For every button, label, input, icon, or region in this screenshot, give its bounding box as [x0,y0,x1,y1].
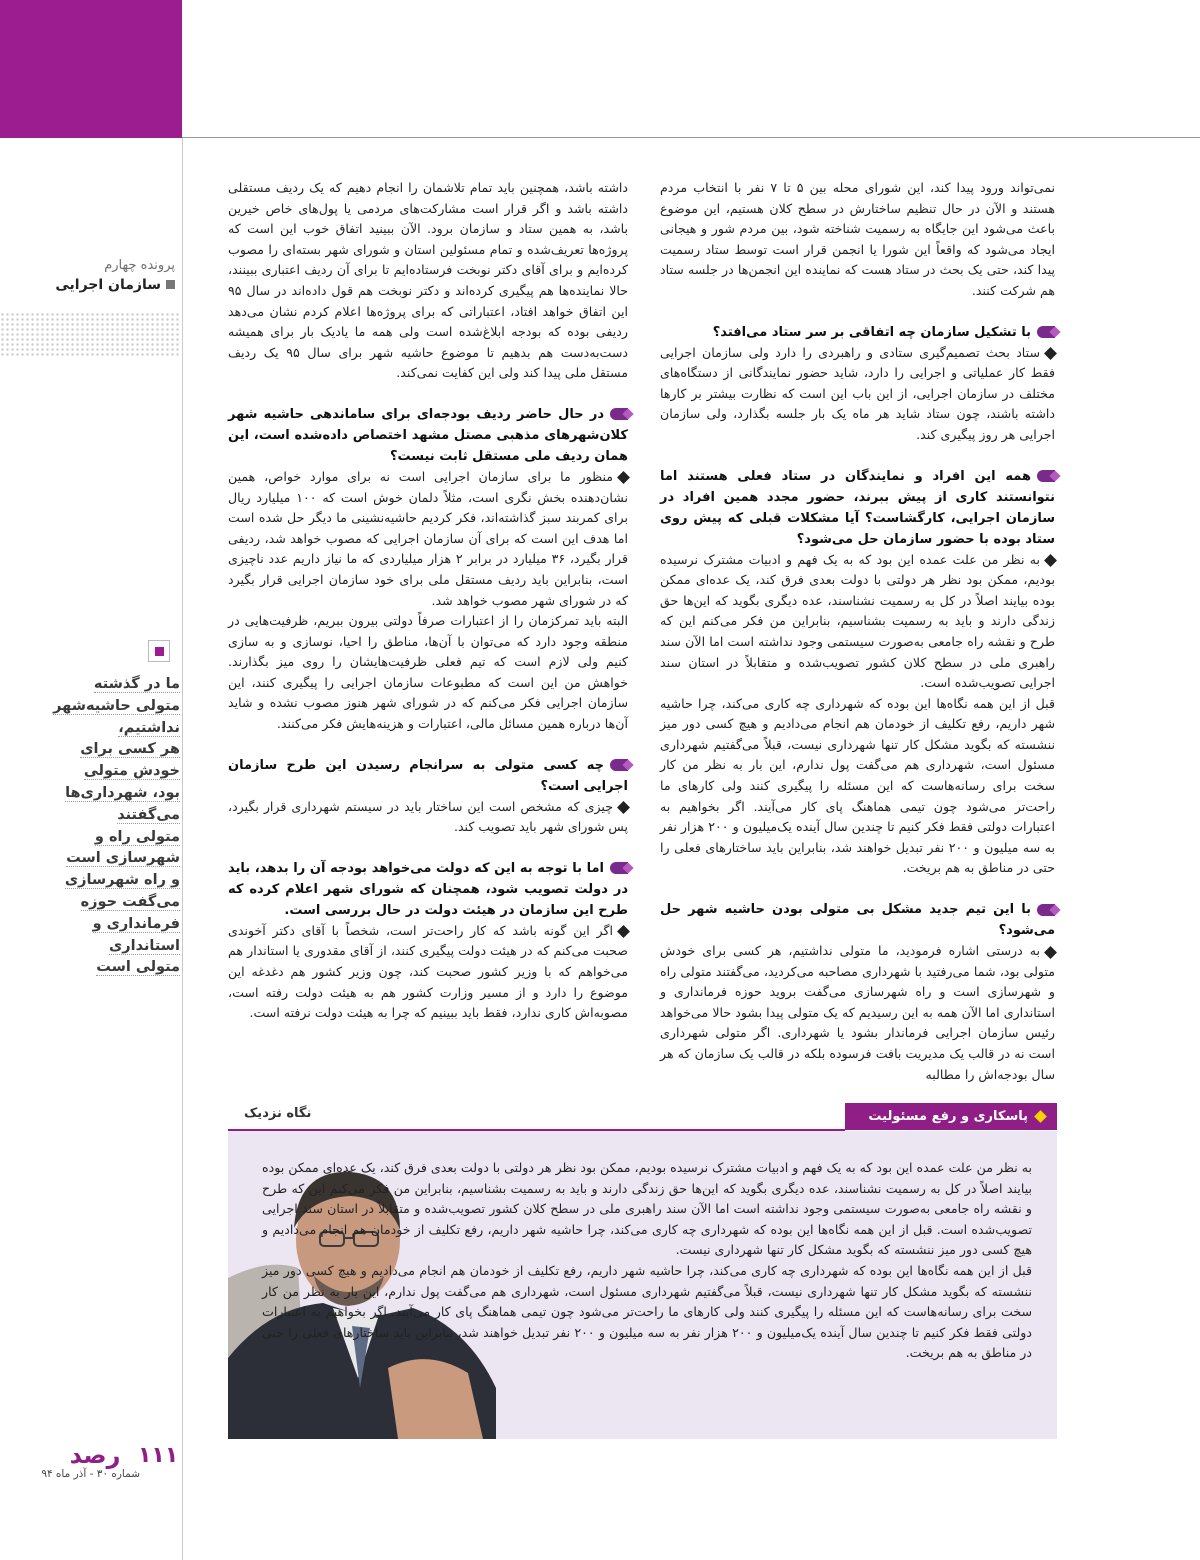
section-label [10,258,175,293]
pull-quote-line: می‌گفتند [117,806,180,823]
box-tag: نگاه نزدیک [244,1106,312,1121]
page-number: ۱۱۱ [138,1443,179,1468]
header-rule [182,137,1200,138]
answer-marker-icon [618,926,628,936]
answer-paragraph: به نظر من علت عمده این بود که به یک فهم و ادبیات مشترک نرسیده بودیم، ممکن بود نظر هر دولتی با دولت بعدی فرق کند، یک عده‌ای ممکن بوده بیایند اصلاً در کل به رسمیت نشناسند، عده دیگری بگوید که این‌ها حق زندگی دارند و باید به رسمیت بشناسیم، بنابراین من فکر می‌کنم این که طرح و نقشه راه جامعی به‌صورت سیستمی وجود نداشته است اما الآن سند راهبری ملی در سطح کلان کشور تصویب‌شده و متقابلاً در استان سند اجرایی تصویب‌شده است. [660,551,1055,691]
pull-quote-line: فرمانداری و [92,915,180,932]
answer-paragraph: ستاد بحث تصمیم‌گیری ستادی و راهبردی را دارد ولی سازمان اجرایی فقط کار عملیاتی و اجرایی را دارد، شاید حضور نمایندگانی از دستگاه‌های مختلف در سازمان اجرایی، از این باب این است که نظارت بیشتر بر کارها داشته باشند، چون ستاد شاید هر ماه یک بار جلسه بگذارد، ولی سازمان اجرایی هر روز پیگیری کند. [660,344,1055,442]
box-text [262,1158,1032,1364]
pull-quote [40,674,180,979]
question-marker-icon [1037,470,1055,482]
answer-marker-icon [618,802,628,812]
paragraph: داشته باشد، همچنین باید تمام تلاشمان را انجام دهیم که یک ردیف مستقلی داشته باشد و اگر قرار است مشارکت‌های مردمی یا پول‌های خاص خیرین باشد، به همین ستاد و سازمان برود. الآن ببینید اتفاق خوب این است که پروژه‌ها تعریف‌شده و تمام مسئولین استان و شورای شهر بسته‌ای را مصوب کرده‌ایم و برای آقای دکتر نوبخت فرستاده‌ایم تا برای آن ردیف اعتباری ببینند، حالا نماینده‌ها هم پیگیری کرده‌اند و دکتر نوبخت هم قول داده‌اند در سال ۹۵ این اتفاق خواهد افتاد، اعتباراتی که برای پروژه‌ها اعلام کردم نشان می‌دهد ردیفی بوده که بودجه ابلاغ‌شده است ولی همه ما یادیک بار برای همیشه دست‌به‌دست هم بدهیم تا موضوع حاشیه شهر برای سال ۹۵ یک ردیف مستقل ملی پیدا کند ولی این کفایت نمی‌کند. [228,180,629,381]
pull-quote-marker-icon [148,640,170,662]
pull-quote-line: می‌گفت حوزه [80,893,180,910]
box-paragraph: به نظر من علت عمده این بود که به یک فهم و ادبیات مشترک نرسیده بودیم، ممکن بود نظر هر دولتی با دولت بعدی فرق کند، یک عده‌ای ممکن بوده بیایند اصلاً در کل به رسمیت نشناسند، عده دیگری بگوید که این‌ها حق زندگی دارند و باید به رسمیت بشناسیم، بنابراین من فکر می‌کنم این که طرح و نقشه راه جامعی به‌صورت سیستمی وجود نداشته است اما الآن سند راهبری ملی در سطح کلان کشور تصویب‌شده و متقابلاً در استان سند اجرایی تصویب‌شده است. قبل از این همه نگاه‌ها این بوده که شهرداری چه کاری می‌کند، چرا حاشیه شهر داریم، رفع تکلیف از خودمان هم انجام می‌دادیم و هیچ کسی دور میز ننشسته که بگوید مشکل کار تنها شهرداری نیست. [261,1160,1032,1258]
issue-label: شماره ۳۰ - آذر ماه ۹۴ [41,1468,140,1480]
magazine-logo: رصد [69,1441,121,1469]
paragraph: البته باید تمرکزمان را از اعتبارات صرفاً دولتی بیرون ببریم، ظرفیت‌هایی در منطقه وجود دارد که می‌توان با آن‌ها، مناطق را احیا، نوسازی و به سازی کنیم ولی لازم است که تیم فعلی ظرفیت‌هایشان را روی میز بگذارند. خواهش من این است که مطبوعات سازمان اجرایی را پیگیری کنند، این سازمان اجرایی فکر می‌کنم که در شورای شهر هنوز مصوب نشده و شاید آن‌ها درباره همین مسائل مالی، اعتبارات و هزینه‌هایش فکر می‌کنند. [228,613,628,732]
question-marker-icon [1037,326,1055,338]
answer-marker-icon [1045,348,1055,358]
folder-label: پرونده چهارم [104,258,175,273]
pull-quote-line: متولی حاشیه‌شهر [53,697,180,714]
article-column-left [228,178,628,1024]
answer-marker-icon [1045,555,1055,565]
square-bullet-icon [166,280,175,289]
paragraph: قبل از این همه نگاه‌ها این بوده که شهرداری چه کاری می‌کند، چرا حاشیه شهر داریم، رفع تکلیف از خودمان هم انجام می‌دادیم و هیچ کسی دور میز ننشسته که بگوید مشکل کار تنها شهرداری نیست، قبلاً می‌گفتیم شهرداری مسئول است، شهرداری هم می‌گفت پول ندارم، این بار به نظر من کار سخت برای رسانه‌هاست که این مسئله را پیگیری کنند ولی کارهای ما راحت‌تر می‌شود چون تیمی هماهنگ پای کار می‌آیند. اگر بخواهیم به اعتبارات دولتی فقط فکر کنیم تا چندین سال آینده یک‌میلیون و ۲۰۰ هزار نفر به سه میلیون و ۲۰۰ نفر تبدیل خواهند شد، بنابراین باید ساختارهای فعلی را حتی در مناطق به هم بریخت. [660,695,1055,876]
question-heading: در حال حاضر ردیف بودجه‌ای برای ساماندهی حاشیه شهر کلان‌شهرهای مذهبی مصتل مشهد اختصاص داده‌شده است، این همان ردیف ملی مستقل ثابت نیست؟ [228,406,628,464]
pull-quote-line: استانداری [108,937,180,954]
answer-marker-icon [618,472,628,482]
pull-quote-line: متولی است [96,959,180,976]
answer-paragraph: به درستی اشاره فرمودید، ما متولی نداشتیم، هر کسی برای خودش متولی بود، شما می‌رفتید با شهرداری مصاحبه می‌کردید، می‌گفتند متولی راه و شهرسازی است و راه شهرسازی می‌گفت بروید حوزه فرمانداری و استانداری اما الآن همه به این رسیدیم که یک متولی پیدا بشود حالا می‌خواهد رئیس سازمان اجرایی فرماندار بشود یا شهرداری. اگر متولی شهرداری است نه در قالب یک مدیریت بافت فرسوده بلکه در قالب یک سازمان که هر سال بودجه‌اش را مطالبه [660,943,1055,1082]
diamond-icon [1034,1110,1047,1123]
section-title-text: سازمان اجرایی [55,277,161,293]
pull-quote-line: شهرسازی است [66,850,180,867]
question-heading: همه این افراد و نمایندگان در ستاد فعلی هستند اما نتوانستند کاری از پیش ببرند، حضور مجدد همین افراد در سازمان اجرایی، کارگشاست؟ آیا مشکلات قبلی که پیش روی ستاد بوده با حضور سازمان حل می‌شود؟ [660,468,1055,547]
question-heading: با تشکیل سازمان چه اتفاقی بر سر ستاد می‌افتد؟ [660,322,1055,343]
answer-paragraph: منظور ما برای سازمان اجرایی است نه برای موارد خواص، همین نشان‌دهنده بخش نگری است، مثلاً دلمان خوش است که ۱۰۰ میلیارد ریال برای کمربند سبز گذاشته‌اند، فکر کردیم حاشیه‌نشینی ما دیگر حل شده است اما هدف این است که برای آن سازمان اجرایی که مصوب خواهد شد، ردیفی قرار بگیرد، ۳۶ میلیارد در برابر ۲ هزار میلیاردی که ما نیاز داریم عدد ناچیزی است، بنابراین باید ردیف مستقل ملی برای خود سازمان اجرایی قرار بگیرد که در شورای شهر مصوب خواهد شد. [228,468,628,608]
question-marker-icon [1037,904,1055,916]
question-marker-icon [610,759,628,771]
question-marker-icon [610,862,628,874]
pull-quote-line: بود، شهرداری‌ها [65,784,180,801]
pull-quote-line: هر کسی برای [80,741,180,758]
answer-marker-icon [1045,947,1055,957]
article-column-right [660,178,1055,1085]
question-heading: اما با توجه به این که دولت می‌خواهد بودجه آن را بدهد، باید در دولت تصویب شود، همچنان که شورای شهر اعلام کرده که طرح این سازمان در هیئت دولت در حال بررسی است. [228,860,628,918]
pull-quote-line: نداشتیم، [118,719,180,736]
answer-paragraph: اگر این گونه باشد که کار راحت‌تر است، شخصاً با آقای دکتر آخوندی صحبت می‌کنم که در هیئت دولت پیگیری کنند، از آقای مقدوری یا استاندار هم می‌خواهم که با وزیر کشور صحبت کند، چون وزیر کشور هم دغدغه این موضوع را دارد و از مسیر وزارت کشور هم به هیئت دولت رفته است، مصوبه‌اش کاری ندارد، فقط باید ببینیم که چرا به هیئت دولت نرفته است. [228,922,628,1021]
answer-paragraph: چیزی که مشخص است این ساختار باید در سیستم شهرداری قرار بگیرد، پس شورای شهر باید تصویب کند. [228,798,628,835]
question-heading: با این تیم جدید مشکل بی متولی بودن حاشیه شهر حل می‌شود؟ [660,902,1055,939]
pull-quote-line: متولی راه و [94,828,180,845]
box-heading: پاسکاری و رفع مسئولیت [845,1103,1057,1130]
section-title [10,277,175,293]
dot-pattern [0,312,180,356]
box-paragraph: قبل از این همه نگاه‌ها این بوده که شهرداری چه کاری می‌کند، چرا حاشیه شهر داریم، رفع تکلیف از خودمان هم انجام می‌دادیم و هیچ کسی دور میز ننشسته که بگوید مشکل کار تنها شهرداری نیست، قبلاً می‌گفتیم شهرداری مسئول است، شهرداری هم می‌گفت پول ندارم، این بار به نظر من کار سخت برای رسانه‌هاست که این مسئله را پیگیری کنند ولی کارهای ما راحت‌تر می‌شود چون تیمی هماهنگ پای کار می‌آیند. اگر بخواهیم به اعتبارات دولتی فقط فکر کنیم تا چندین سال آینده یک‌میلیون و ۲۰۰ هزار نفر به سه میلیون و ۲۰۰ نفر تبدیل خواهند شد، بنابراین باید ساختارهای فعلی را حتی در مناطق به هم بریخت. [262,1262,1032,1361]
margin-rule [182,138,183,1560]
header-color-block [0,0,182,138]
pull-quote-line: و راه شهرسازی [64,872,180,889]
question-heading: چه کسی متولی به سرانجام رسیدن این طرح سازمان اجرایی است؟ [228,757,628,794]
question-marker-icon [610,408,628,420]
paragraph: نمی‌تواند ورود پیدا کند، این شورای محله بین ۵ تا ۷ نفر با انتخاب مردم هستند و الآن در حال تنظیم ساختارش در سطح کلان هستیم، این موضوع باعث می‌شود این جایگاه به رسمیت شناخته شود، بین مردم شور و هیجانی ایجاد می‌شود که واقعاً این شورا یا انجمن قرار است توسط ستاد رسمیت پیدا کند، حتی یک بحث در ستاد هست که نماینده این انجمن‌ها در جلسه ستاد هم شرکت کنند. [660,180,1055,298]
pull-quote-line: خودش متولی [83,763,180,780]
pull-quote-line: ما در گذشته [93,676,180,692]
